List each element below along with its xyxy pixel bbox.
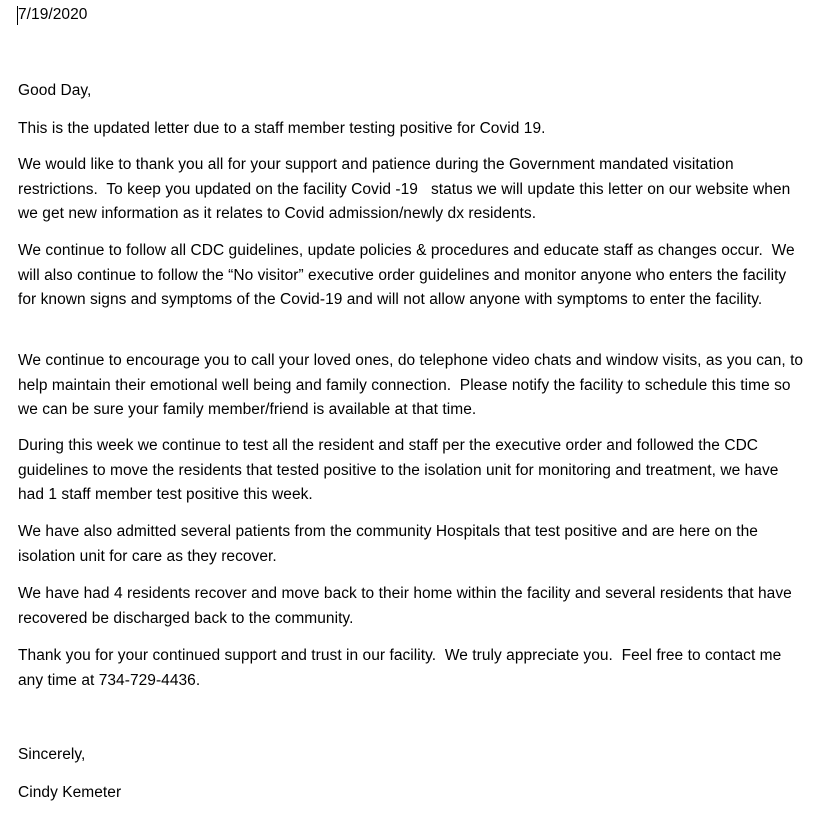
paragraph-4: We continue to encourage you to call your loved ones, do telephone video chats and window visits, as you can, to help maintain their emotional well being and family connection. Please notify the facility to schedule this time so we can be sure your family member/friend is available at that time. [18,352,808,418]
paragraph-7: We have had 4 residents recover and move back to their home within the facility and several residents that have recovered be discharged back to the community. [18,585,797,627]
paragraph-2: We would like to thank you all for your support and patience during the Government mandated visitation restrictions. To keep you updated on the facility Covid -19 status we will update this letter on our website when we get new information as it relates to Covid admission/newly dx residents. [18,156,795,222]
paragraph-3: We continue to follow all CDC guidelines, update policies & procedures and educate staff as changes occur. We will also continue to follow the “No visitor” executive order guidelines and monitor anyone who enters the facility for known signs and symptoms of the Covid-19 and will not allow anyone with symptoms to enter the facility. [18,242,800,308]
letter-date: 7/19/2020 [18,6,88,23]
paragraph-5: During this week we continue to test all the resident and staff per the executive order and followed the CDC guidelines to move the residents that tested positive to the isolation unit for monitoring and treatment, we have had 1 staff member test positive this week. [18,437,783,503]
paragraph-6: We have also admitted several patients from the community Hospitals that test positive and are here on the isolation unit for care as they recover. [18,523,763,565]
paragraph-1: This is the updated letter due to a staff member testing positive for Covid 19. [18,120,546,137]
paragraph-8: Thank you for your continued support and trust in our facility. We truly appreciate you. Feel free to contact me any time at 734-729-4436. [18,647,786,689]
greeting: Good Day, [18,82,92,99]
closing: Sincerely, [18,746,86,763]
signature: Cindy Kemeter [18,784,122,801]
